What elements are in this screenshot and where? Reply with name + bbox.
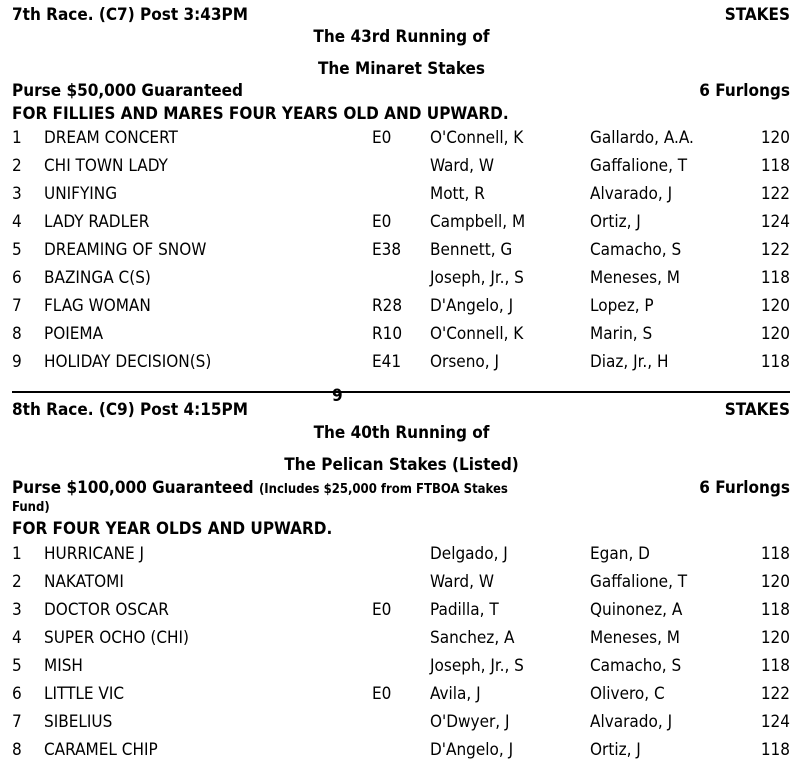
race-title-line1: The 40th Running of bbox=[313, 423, 490, 443]
post-number: 4 bbox=[12, 628, 22, 648]
trainer-name: Joseph, Jr., S bbox=[430, 268, 524, 288]
table-row bbox=[0, 184, 800, 212]
horse-name: BAZINGA C(S) bbox=[44, 268, 151, 288]
weight: 122 bbox=[760, 184, 790, 204]
jockey-name: Lopez, P bbox=[590, 296, 654, 316]
trainer-name: Avila, J bbox=[430, 684, 481, 704]
table-row bbox=[0, 128, 800, 156]
race-purse bbox=[12, 478, 508, 498]
table-row bbox=[0, 212, 800, 240]
weight: 118 bbox=[760, 268, 790, 288]
race-header: 7th Race. (C7) Post 3:43PM bbox=[12, 5, 248, 25]
post-number: 8 bbox=[12, 740, 22, 760]
table-row bbox=[0, 600, 800, 628]
purse-amount: Purse $100,000 Guaranteed bbox=[12, 478, 254, 498]
horse-name: FLAG WOMAN bbox=[44, 296, 151, 316]
table-row bbox=[0, 656, 800, 684]
table-row bbox=[0, 268, 800, 296]
jockey-name: Quinonez, A bbox=[590, 600, 683, 620]
trainer-name: O'Connell, K bbox=[430, 128, 524, 148]
race-conditions: FOR FOUR YEAR OLDS AND UPWARD. bbox=[12, 519, 333, 539]
jockey-name: Gaffalione, T bbox=[590, 572, 688, 592]
jockey-name: Olivero, C bbox=[590, 684, 665, 704]
weight: 120 bbox=[760, 572, 790, 592]
horse-name: HOLIDAY DECISION(S) bbox=[44, 352, 212, 372]
weight: 120 bbox=[760, 296, 790, 316]
race-title-line2: The Minaret Stakes bbox=[317, 59, 486, 79]
weight: 118 bbox=[760, 740, 790, 760]
table-row bbox=[0, 156, 800, 184]
race-type: STAKES bbox=[724, 5, 790, 25]
post-number: 5 bbox=[12, 240, 22, 260]
post-number: 1 bbox=[12, 544, 22, 564]
horse-name: MISH bbox=[44, 656, 83, 676]
horse-name: DREAM CONCERT bbox=[44, 128, 178, 148]
weight: 124 bbox=[760, 212, 790, 232]
equipment-code: E0 bbox=[372, 684, 392, 704]
horse-name: DREAMING OF SNOW bbox=[44, 240, 207, 260]
trainer-name: Joseph, Jr., S bbox=[430, 656, 524, 676]
table-row bbox=[0, 352, 800, 380]
post-number: 3 bbox=[12, 600, 22, 620]
table-row bbox=[0, 712, 800, 740]
jockey-name: Meneses, M bbox=[590, 268, 680, 288]
jockey-name: Ortiz, J bbox=[590, 740, 641, 760]
jockey-name: Alvarado, J bbox=[590, 712, 673, 732]
trainer-name: Sanchez, A bbox=[430, 628, 515, 648]
post-number: 6 bbox=[12, 268, 22, 288]
race-distance: 6 Furlongs bbox=[699, 478, 790, 498]
table-row bbox=[0, 240, 800, 268]
weight: 120 bbox=[760, 324, 790, 344]
divider-rule bbox=[12, 391, 790, 393]
race-title-line1: The 43rd Running of bbox=[313, 27, 490, 47]
horse-name: POIEMA bbox=[44, 324, 104, 344]
weight: 118 bbox=[760, 156, 790, 176]
post-number: 7 bbox=[12, 296, 22, 316]
table-row bbox=[0, 572, 800, 600]
trainer-name: O'Connell, K bbox=[430, 324, 524, 344]
post-number: 2 bbox=[12, 572, 22, 592]
post-number: 7 bbox=[12, 712, 22, 732]
table-row bbox=[0, 324, 800, 352]
post-number: 5 bbox=[12, 656, 22, 676]
weight: 118 bbox=[760, 600, 790, 620]
trainer-name: Mott, R bbox=[430, 184, 485, 204]
table-row bbox=[0, 684, 800, 712]
page-number: 9 bbox=[332, 386, 343, 406]
race-purse: Purse $50,000 Guaranteed bbox=[12, 81, 243, 101]
horse-name: HURRICANE J bbox=[44, 544, 145, 564]
post-number: 6 bbox=[12, 684, 22, 704]
table-row bbox=[0, 296, 800, 324]
equipment-code: R10 bbox=[372, 324, 403, 344]
trainer-name: O'Dwyer, J bbox=[430, 712, 510, 732]
jockey-name: Ortiz, J bbox=[590, 212, 641, 232]
post-number: 3 bbox=[12, 184, 22, 204]
trainer-name: Bennett, G bbox=[430, 240, 513, 260]
equipment-code: E41 bbox=[372, 352, 402, 372]
equipment-code: E0 bbox=[372, 600, 392, 620]
weight: 120 bbox=[760, 128, 790, 148]
jockey-name: Gallardo, A.A. bbox=[590, 128, 694, 148]
trainer-name: Campbell, M bbox=[430, 212, 526, 232]
equipment-code: E38 bbox=[372, 240, 402, 260]
purse-note: (Includes $25,000 from FTBOA Stakes bbox=[258, 482, 508, 497]
trainer-name: Delgado, J bbox=[430, 544, 508, 564]
horse-name: CHI TOWN LADY bbox=[44, 156, 168, 176]
post-number: 8 bbox=[12, 324, 22, 344]
trainer-name: Ward, W bbox=[430, 572, 494, 592]
horse-name: CARAMEL CHIP bbox=[44, 740, 158, 760]
race-distance: 6 Furlongs bbox=[699, 81, 790, 101]
trainer-name: D'Angelo, J bbox=[430, 296, 514, 316]
weight: 120 bbox=[760, 628, 790, 648]
trainer-name: Ward, W bbox=[430, 156, 494, 176]
race-title-line2: The Pelican Stakes (Listed) bbox=[284, 455, 519, 475]
trainer-name: Orseno, J bbox=[430, 352, 499, 372]
horse-name: LADY RADLER bbox=[44, 212, 150, 232]
equipment-code: E0 bbox=[372, 212, 392, 232]
race-header: 8th Race. (C9) Post 4:15PM bbox=[12, 400, 248, 420]
post-number: 1 bbox=[12, 128, 22, 148]
table-row bbox=[0, 740, 800, 768]
race-type: STAKES bbox=[724, 400, 790, 420]
weight: 118 bbox=[760, 656, 790, 676]
race-conditions: FOR FILLIES AND MARES FOUR YEARS OLD AND UPWARD. bbox=[12, 104, 509, 124]
jockey-name: Alvarado, J bbox=[590, 184, 673, 204]
purse-note-continued: Fund) bbox=[12, 500, 50, 515]
weight: 122 bbox=[760, 684, 790, 704]
horse-name: DOCTOR OSCAR bbox=[44, 600, 169, 620]
jockey-name: Camacho, S bbox=[590, 240, 682, 260]
horse-name: NAKATOMI bbox=[44, 572, 124, 592]
jockey-name: Camacho, S bbox=[590, 656, 682, 676]
equipment-code: R28 bbox=[372, 296, 403, 316]
weight: 118 bbox=[760, 352, 790, 372]
jockey-name: Egan, D bbox=[590, 544, 650, 564]
table-row bbox=[0, 544, 800, 572]
horse-name: UNIFYING bbox=[44, 184, 118, 204]
trainer-name: D'Angelo, J bbox=[430, 740, 514, 760]
post-number: 4 bbox=[12, 212, 22, 232]
weight: 124 bbox=[760, 712, 790, 732]
horse-name: SUPER OCHO (CHI) bbox=[44, 628, 190, 648]
post-number: 9 bbox=[12, 352, 22, 372]
trainer-name: Padilla, T bbox=[430, 600, 499, 620]
post-number: 2 bbox=[12, 156, 22, 176]
jockey-name: Marin, S bbox=[590, 324, 653, 344]
horse-name: SIBELIUS bbox=[44, 712, 113, 732]
table-row bbox=[0, 628, 800, 656]
jockey-name: Gaffalione, T bbox=[590, 156, 688, 176]
weight: 122 bbox=[760, 240, 790, 260]
equipment-code: E0 bbox=[372, 128, 392, 148]
weight: 118 bbox=[760, 544, 790, 564]
jockey-name: Diaz, Jr., H bbox=[590, 352, 669, 372]
horse-name: LITTLE VIC bbox=[44, 684, 125, 704]
jockey-name: Meneses, M bbox=[590, 628, 680, 648]
